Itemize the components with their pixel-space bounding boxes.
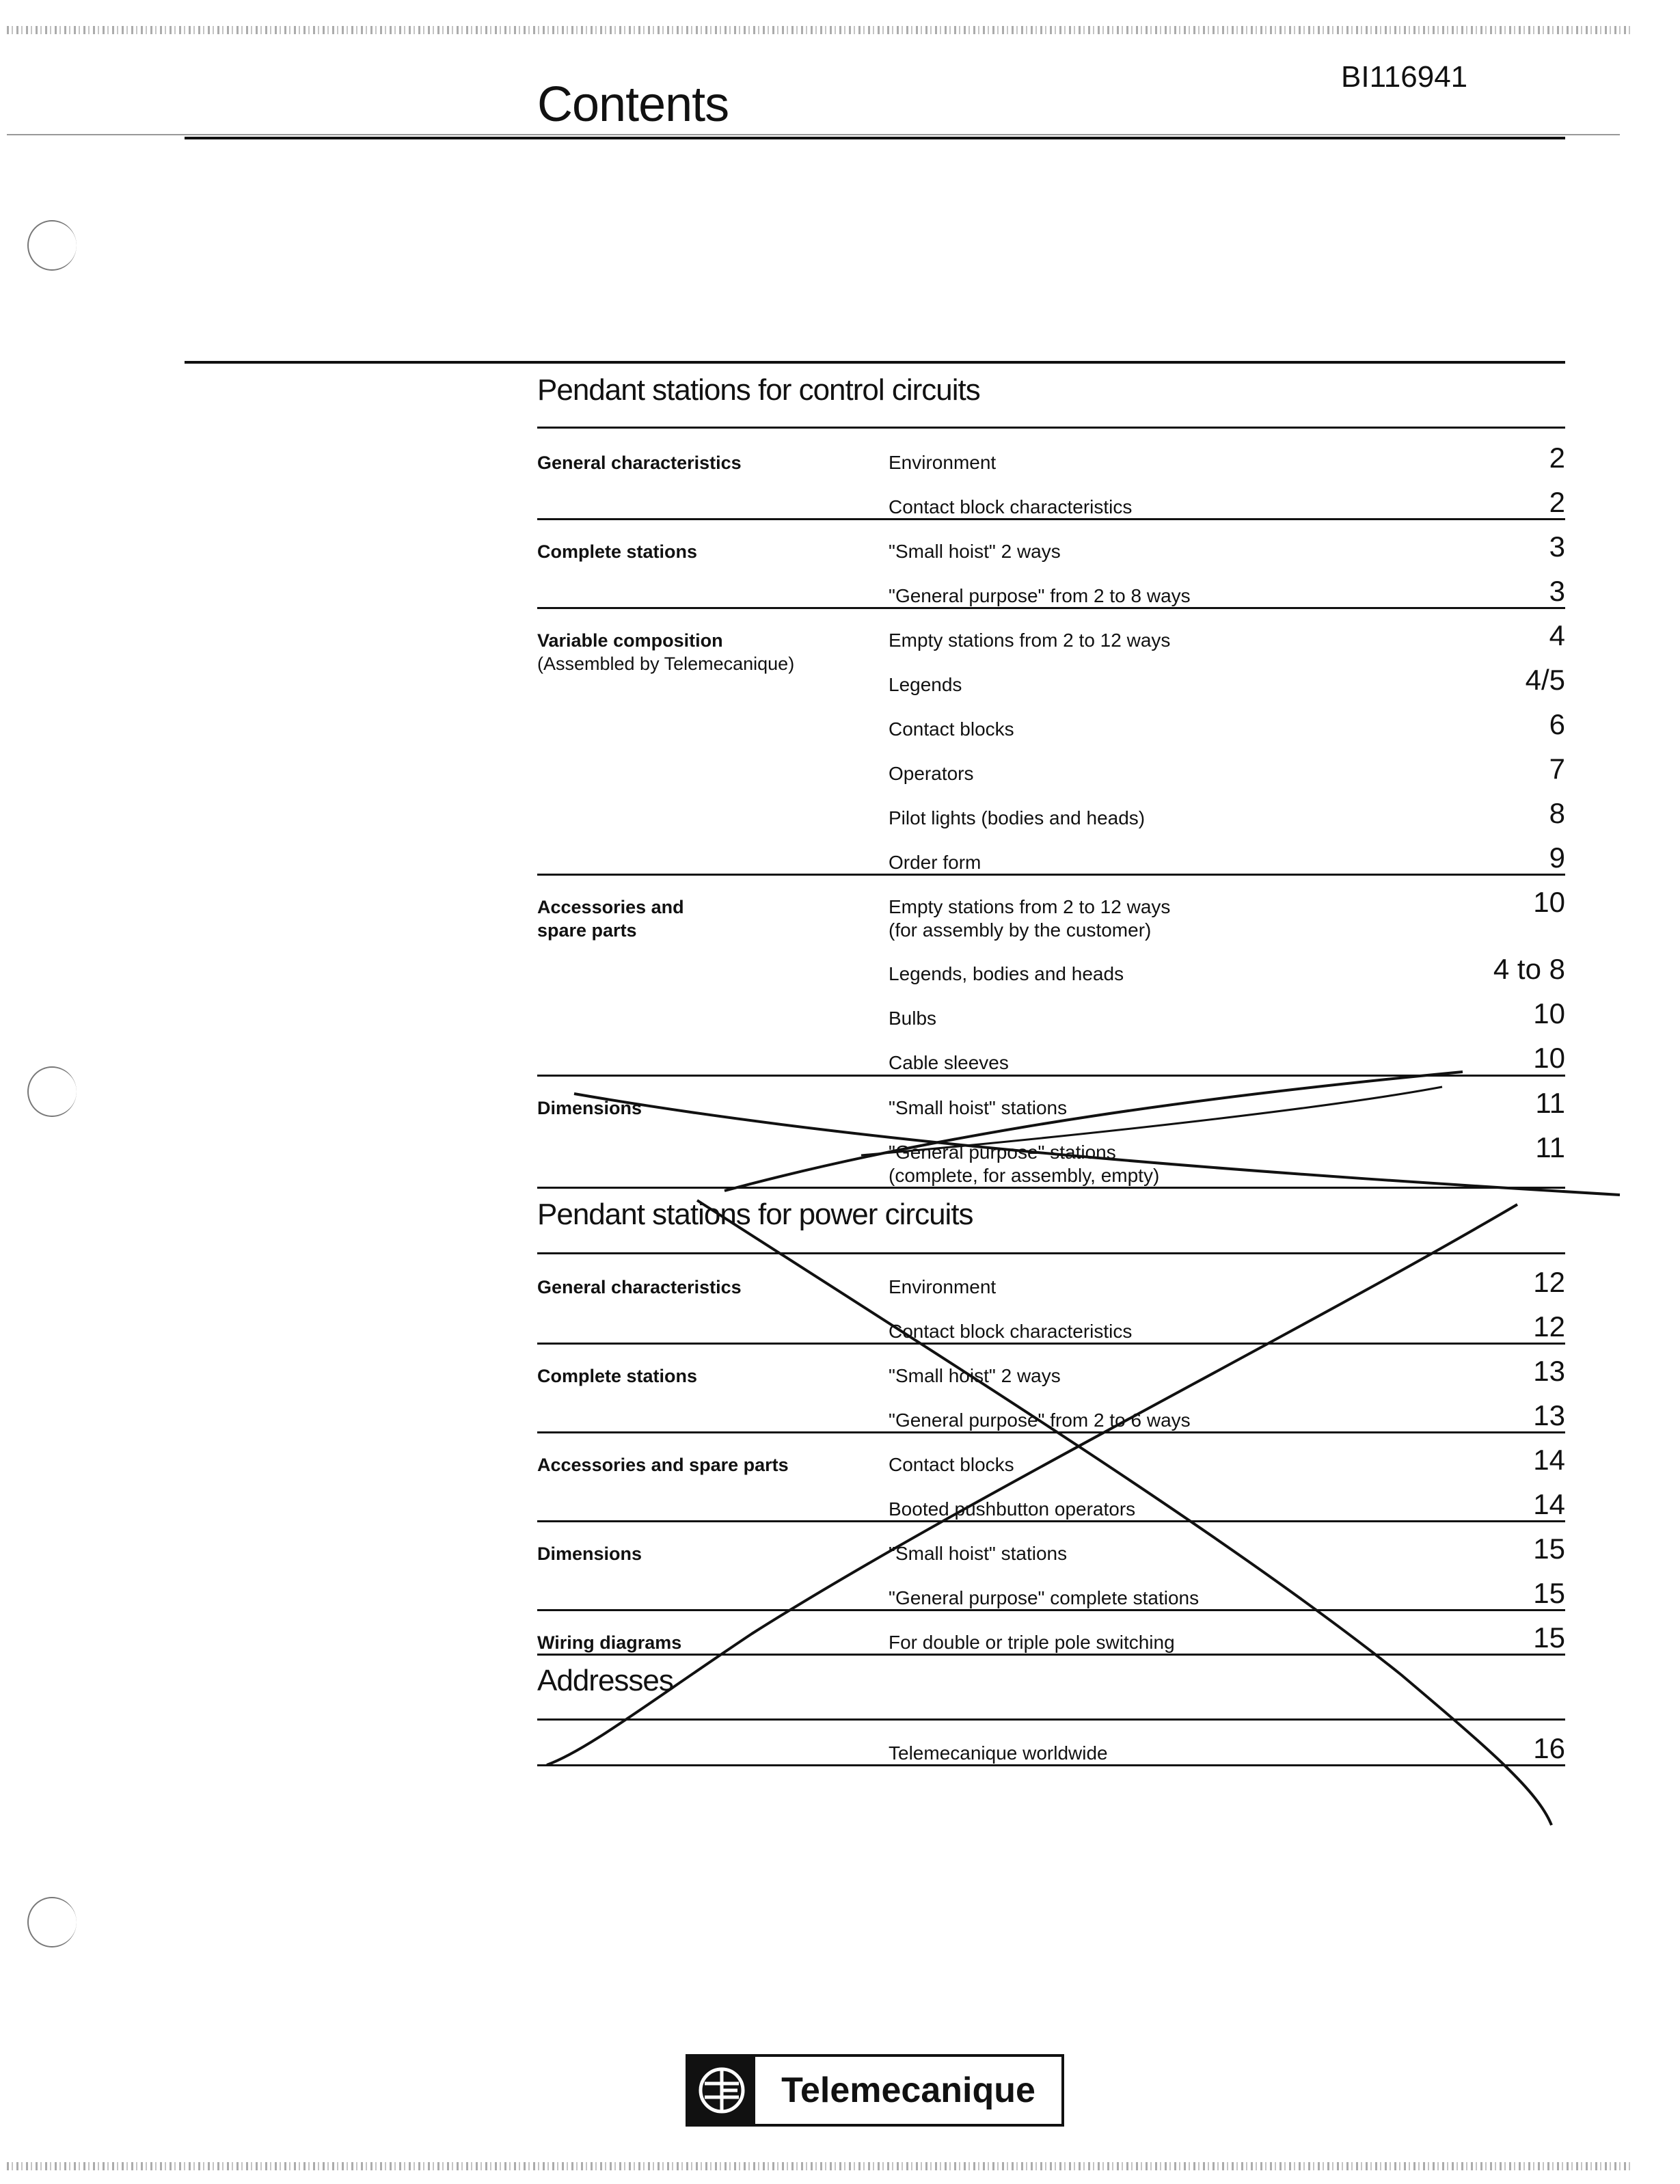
toc-page: 15 [1533, 1533, 1565, 1565]
toc-item[interactable]: Environment [889, 1276, 997, 1297]
toc-page: 2 [1549, 486, 1565, 518]
toc-item[interactable]: "Small hoist" 2 ways [889, 1365, 1061, 1386]
toc-page: 11 [1535, 1131, 1565, 1163]
toc-page: 9 [1549, 841, 1565, 874]
section-title-power: Pendant stations for power circuits [537, 1198, 973, 1231]
category-dimensions: Dimensions [537, 1543, 642, 1564]
group-rule [537, 1075, 1565, 1077]
toc-item[interactable]: Contact blocks [889, 1454, 1014, 1475]
toc-item[interactable]: Contact block characteristics [889, 1321, 1133, 1342]
binder-hole-bottom [27, 1897, 77, 1947]
toc-item-line2: (complete, for assembly, empty) [889, 1165, 1160, 1186]
toc-page: 10 [1533, 886, 1565, 918]
toc-item[interactable]: Order form [889, 852, 981, 873]
toc-item-line2: (for assembly by the customer) [889, 919, 1152, 941]
category-complete-stations: Complete stations [537, 1366, 698, 1386]
toc-page: 11 [1535, 1087, 1565, 1119]
toc-page: 3 [1549, 530, 1565, 563]
category-general-characteristics: General characteristics [537, 453, 742, 473]
telemecanique-logo-icon [688, 2057, 755, 2124]
group-rule [537, 1431, 1565, 1433]
toc-item[interactable]: Contact blocks [889, 718, 1014, 740]
section-top-rule [185, 361, 1565, 364]
group-rule [537, 1343, 1565, 1345]
toc-item[interactable]: For double or triple pole switching [889, 1632, 1175, 1653]
toc-item[interactable]: Pilot lights (bodies and heads) [889, 807, 1146, 828]
toc-item[interactable]: "General purpose" from 2 to 8 ways [889, 585, 1191, 606]
category-sublabel: (Assembled by Telemecanique) [537, 653, 795, 674]
section-title-rule [537, 1718, 1565, 1721]
group-rule [537, 1764, 1565, 1766]
toc-item-line1: "General purpose" stations [889, 1142, 1116, 1163]
toc-item[interactable]: Legends, bodies and heads [889, 963, 1124, 984]
toc-page: 16 [1533, 1732, 1565, 1764]
category-variable-composition [537, 629, 794, 675]
category-general-characteristics: General characteristics [537, 1277, 742, 1297]
toc-page: 13 [1533, 1355, 1565, 1387]
toc-item-line1: Empty stations from 2 to 12 ways [889, 896, 1171, 917]
binder-hole-middle [27, 1066, 77, 1117]
toc-page: 7 [1549, 753, 1565, 785]
globe-icon [695, 2064, 748, 2117]
category-accessories [537, 895, 684, 942]
toc-page: 15 [1533, 1577, 1565, 1609]
toc-page: 4 [1549, 619, 1565, 651]
group-rule [537, 1609, 1565, 1611]
toc-item[interactable]: "General purpose" complete stations [889, 1587, 1200, 1608]
header-rule [185, 137, 1565, 139]
category-complete-stations: Complete stations [537, 541, 698, 562]
category-dimensions: Dimensions [537, 1098, 642, 1118]
binder-hole-top [27, 220, 77, 271]
toc-page: 10 [1533, 1042, 1565, 1074]
section-title-rule [537, 427, 1565, 429]
category-wiring-diagrams: Wiring diagrams [537, 1632, 682, 1653]
toc-page: 12 [1533, 1310, 1565, 1343]
page-title: Contents [537, 77, 729, 132]
section-title-addresses: Addresses [537, 1664, 673, 1697]
toc-page: 8 [1549, 797, 1565, 829]
toc-page: 2 [1549, 442, 1565, 474]
toc-item[interactable]: "Small hoist" stations [889, 1097, 1068, 1118]
section-title-rule [537, 1252, 1565, 1254]
group-rule [537, 1187, 1565, 1189]
category-label: Variable composition [537, 630, 723, 651]
toc-page: 6 [1549, 708, 1565, 740]
toc-page: 12 [1533, 1266, 1565, 1298]
toc-item[interactable] [889, 1141, 1159, 1187]
section-title-control: Pendant stations for control circuits [537, 373, 980, 407]
group-rule [537, 1520, 1565, 1522]
category-accessories: Accessories and spare parts [537, 1455, 789, 1475]
toc-item[interactable]: Legends [889, 674, 962, 695]
header-faint-rule [7, 134, 1620, 135]
group-rule [537, 607, 1565, 609]
document-code: BI116941 [1341, 60, 1468, 94]
toc-page: 15 [1533, 1621, 1565, 1654]
toc-page: 14 [1533, 1488, 1565, 1520]
toc-page: 13 [1533, 1399, 1565, 1431]
toc-item[interactable]: "General purpose" from 2 to 6 ways [889, 1410, 1191, 1431]
toc-item[interactable]: Contact block characteristics [889, 496, 1133, 517]
toc-item[interactable] [889, 895, 1170, 942]
toc-page: 4/5 [1525, 664, 1565, 696]
toc-item[interactable]: Bulbs [889, 1008, 937, 1029]
toc-item[interactable]: Cable sleeves [889, 1052, 1009, 1073]
toc-item[interactable]: Environment [889, 452, 997, 473]
group-rule [537, 518, 1565, 520]
toc-item[interactable]: Telemecanique worldwide [889, 1742, 1108, 1764]
toc-page: 3 [1549, 575, 1565, 607]
telemecanique-logo [686, 2054, 1064, 2127]
toc-page: 14 [1533, 1444, 1565, 1476]
category-label-line1: Accessories and [537, 897, 684, 917]
toc-page: 10 [1533, 997, 1565, 1029]
toc-item[interactable]: "Small hoist" stations [889, 1543, 1068, 1564]
group-rule [537, 874, 1565, 876]
scan-edge-top [7, 26, 1634, 34]
toc-item[interactable]: Booted pushbutton operators [889, 1498, 1136, 1520]
toc-item[interactable]: Operators [889, 763, 974, 784]
scan-edge-bottom [7, 2162, 1634, 2170]
category-label-line2: spare parts [537, 920, 637, 941]
toc-page: 4 to 8 [1493, 953, 1565, 985]
brand-name: Telemecanique [781, 2071, 1035, 2110]
group-rule [537, 1654, 1565, 1656]
toc-item[interactable]: "Small hoist" 2 ways [889, 541, 1061, 562]
toc-item[interactable]: Empty stations from 2 to 12 ways [889, 630, 1171, 651]
